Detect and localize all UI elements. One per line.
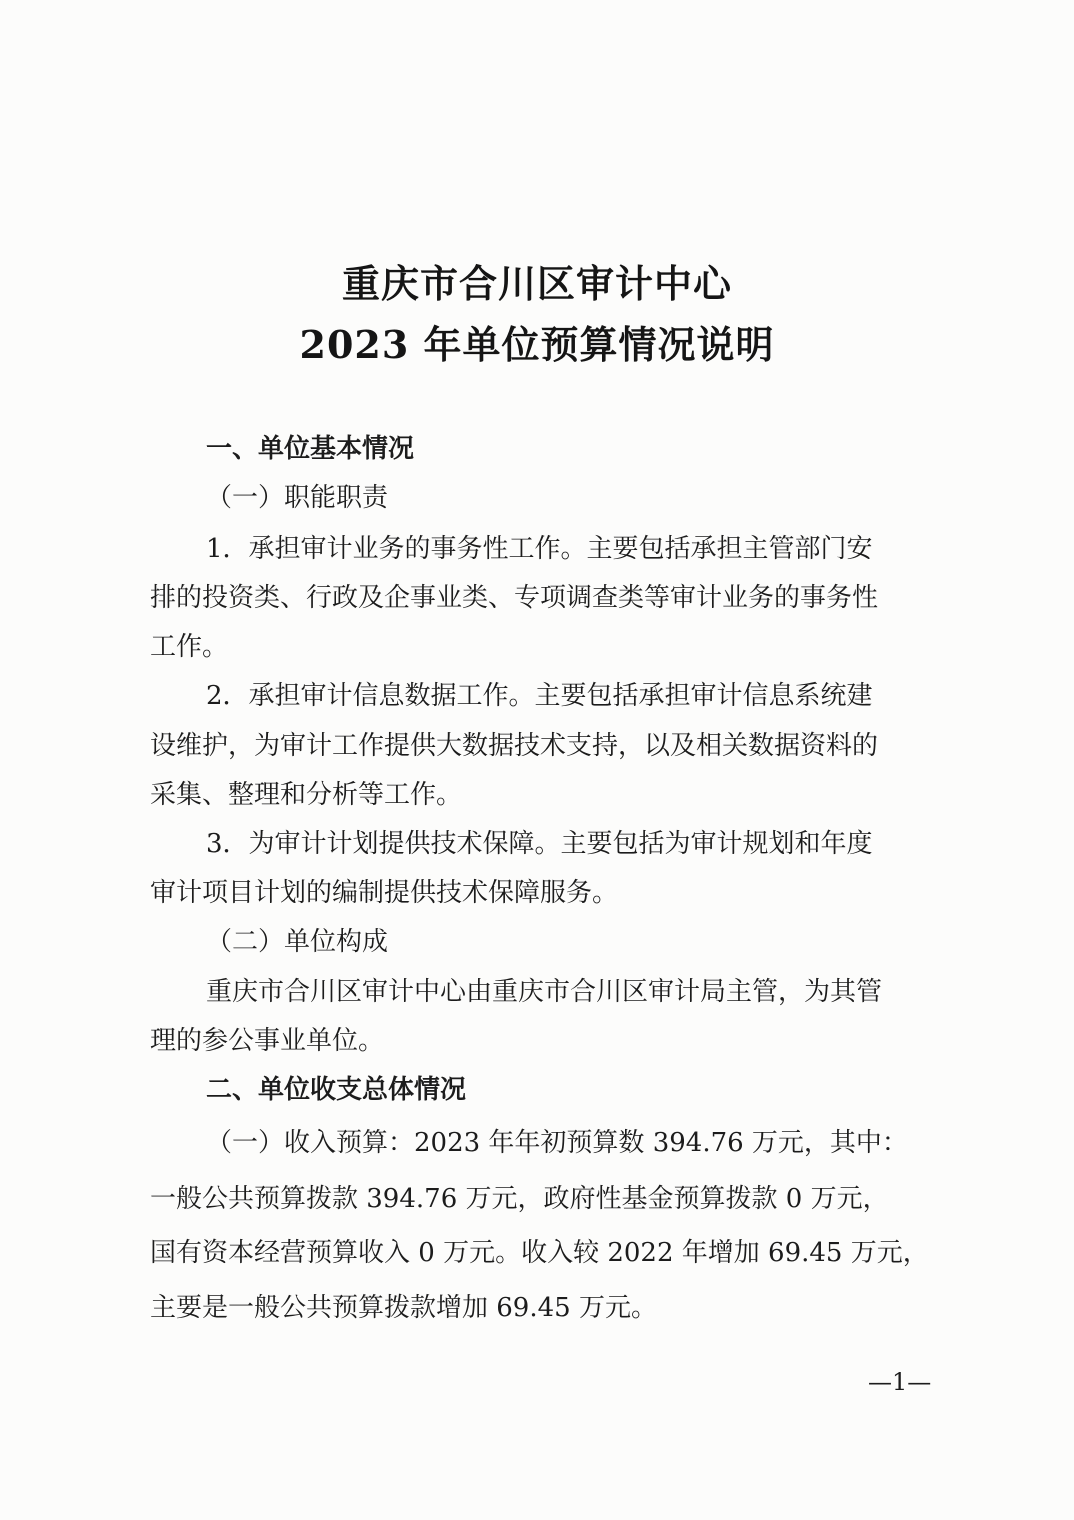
page-number: —1—	[868, 1368, 932, 1396]
paragraph-line: 3．为审计计划提供技术保障。主要包括为审计规划和年度	[206, 829, 873, 859]
paragraph-line: 工作。	[150, 632, 229, 662]
paragraph-line: 重庆市合川区审计中心由重庆市合川区审计局主管，为其管	[206, 977, 883, 1007]
paragraph-line: 国有资本经营预算收入 0 万元。收入较 2022 年增加 69.45 万元，	[150, 1238, 929, 1268]
paragraph-line: （一）收入预算：2023 年年初预算数 394.76 万元，其中：	[206, 1128, 908, 1158]
paragraph-line: 主要是一般公共预算拨款增加 69.45 万元。	[150, 1293, 657, 1323]
paragraph-line: 一般公共预算拨款 394.76 万元，政府性基金预算拨款 0 万元，	[150, 1184, 889, 1214]
paragraph-line: 设维护，为审计工作提供大数据技术支持，以及相关数据资料的	[150, 731, 879, 761]
section-heading-1: 一、单位基本情况	[206, 434, 415, 464]
section-heading-2: 二、单位收支总体情况	[206, 1075, 467, 1105]
subsection-heading-functions: （一）职能职责	[206, 483, 389, 513]
paragraph-line: 理的参公事业单位。	[150, 1026, 385, 1056]
paragraph-line: 2．承担审计信息数据工作。主要包括承担审计信息系统建	[206, 681, 873, 711]
paragraph-line: 1．承担审计业务的事务性工作。主要包括承担主管部门安	[206, 534, 873, 564]
paragraph-line: 采集、整理和分析等工作。	[150, 780, 463, 810]
document-title: 重庆市合川区审计中心	[341, 261, 732, 306]
subsection-heading-composition: （二）单位构成	[206, 927, 389, 957]
paragraph-line: 审计项目计划的编制提供技术保障服务。	[150, 878, 619, 908]
paragraph-line: 排的投资类、行政及企事业类、专项调查类等审计业务的事务性	[150, 583, 879, 613]
document-subtitle: 2023 年单位预算情况说明	[299, 322, 775, 367]
